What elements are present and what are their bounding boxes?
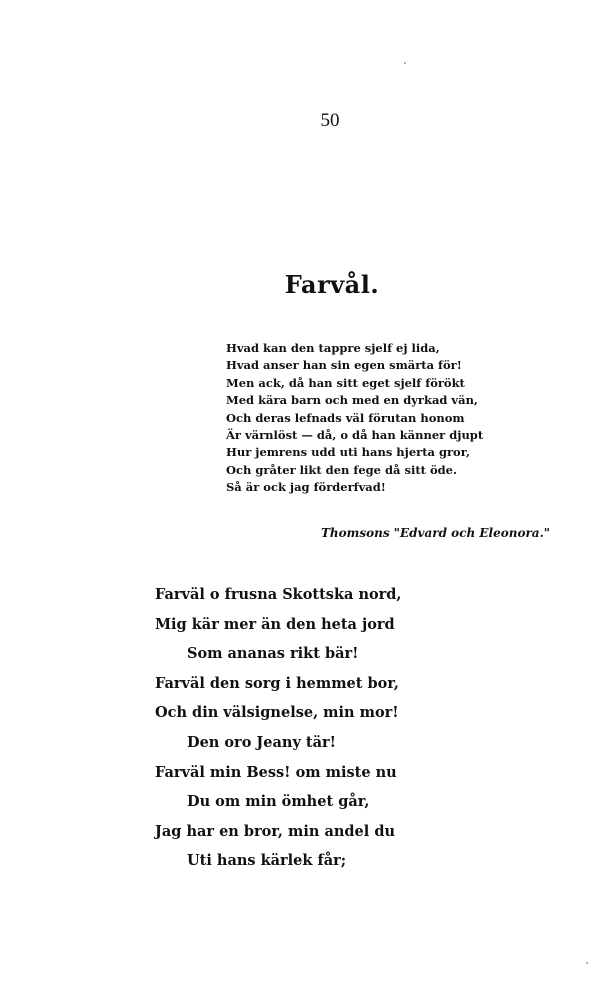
epigraph-line: Men ack, då han sitt eget sjelf förökt xyxy=(226,375,465,390)
paper-speck xyxy=(404,62,406,64)
poem-line: Farväl min Bess! om miste nu xyxy=(155,763,397,781)
epigraph-line: Är värnlöst — då, o då han känner djupt xyxy=(226,428,484,443)
poem-line: Farväl o frusna Skottska nord, xyxy=(155,586,402,603)
epigraph-line: Hvad anser han sin egen smärta för! xyxy=(226,358,462,373)
poem-line: Den oro Jeany tär! xyxy=(187,733,337,751)
poem-body xyxy=(155,580,455,876)
epigraph-line: Hvad kan den tappre sjelf ej lida, xyxy=(226,341,440,355)
poem-line: Uti hans kärlek får; xyxy=(187,852,347,870)
paper-speck xyxy=(586,962,588,964)
poem-line: Farväl den sorg i hemmet bor, xyxy=(155,674,399,692)
poem-line: Och din välsignelse, min mor! xyxy=(155,704,399,722)
poem-title: Farvål. xyxy=(284,270,380,299)
epigraph-line: Så är ock jag förderfvad! xyxy=(226,480,386,495)
epigraph-line: Hur jemrens udd uti hans hjerta gror, xyxy=(226,445,470,460)
epigraph-line: Med kära barn och med en dyrkad vän, xyxy=(226,393,478,408)
poem-line: Mig kär mer än den heta jord xyxy=(155,615,395,633)
poem-line: Du om min ömhet går, xyxy=(187,793,370,811)
epigraph-attribution: Thomsons "Edvard och Eleonora." xyxy=(320,526,550,540)
epigraph-line: Och gråter likt den fege då sitt öde. xyxy=(226,462,457,477)
page-number: 50 xyxy=(320,110,340,131)
epigraph xyxy=(226,340,556,497)
epigraph-line: Och deras lefnads väl förutan honom xyxy=(226,410,465,425)
poem-line: Som ananas rikt bär! xyxy=(187,645,359,663)
poem-line: Jag har en bror, min andel du xyxy=(155,822,395,840)
